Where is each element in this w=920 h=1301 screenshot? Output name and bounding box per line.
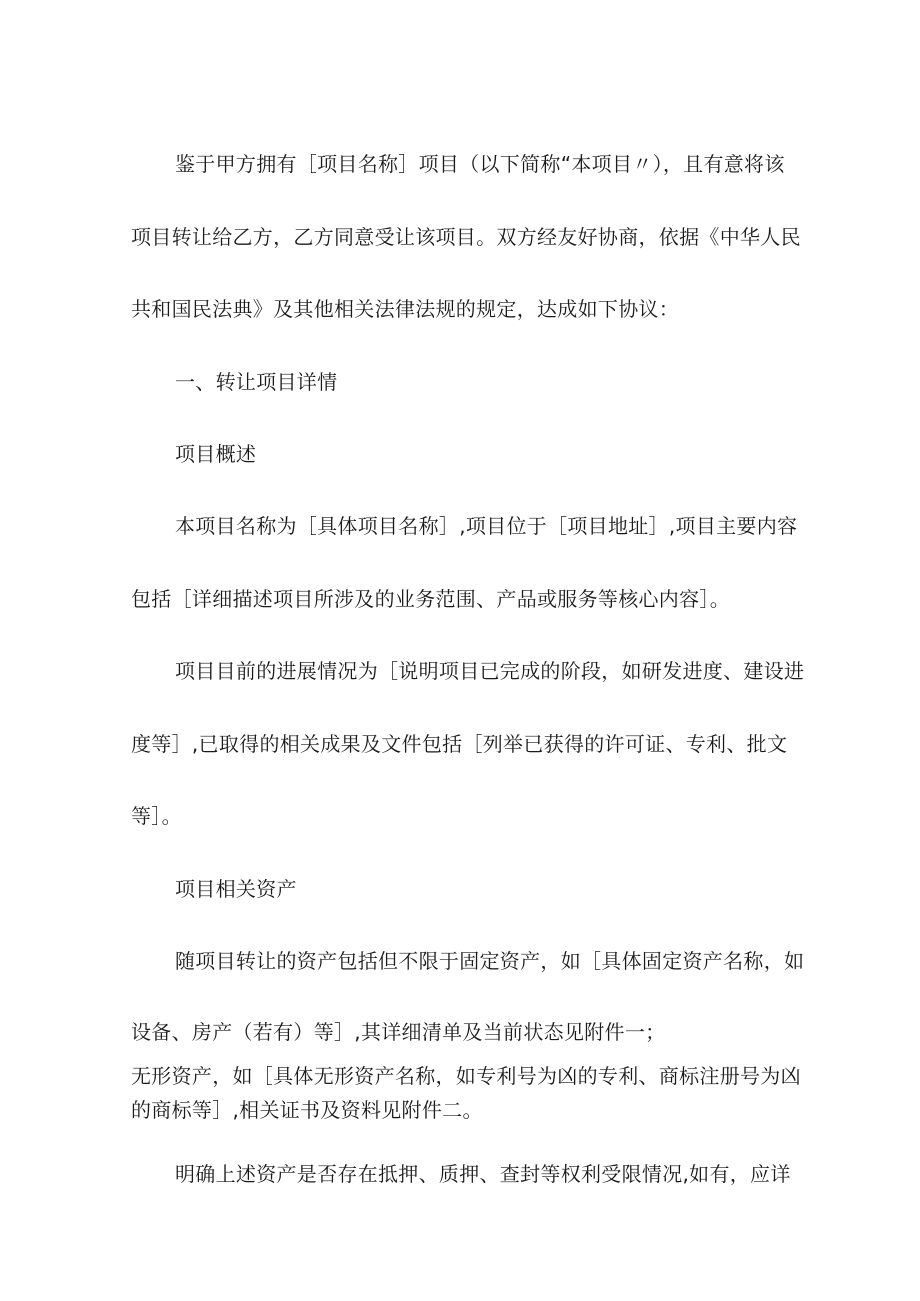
subheading-project-assets: 项目相关资产 xyxy=(175,877,297,901)
section-heading-1: 一、转让项目详情 xyxy=(175,370,338,394)
paragraph-intro-line-2: 项目转让给乙方，乙方同意受让该项目。双方经友好协商，依据《中华人民 xyxy=(131,225,801,249)
paragraph-encumbrance-line-1: 明确上述资产是否存在抵押、质押、查封等权利受限情况,如有，应详 xyxy=(175,1162,791,1186)
paragraph-intro-line-1: 鉴于甲方拥有［项目名称］项目（以下简称“本项目〃），且有意将该 xyxy=(175,152,785,176)
paragraph-overview-line-1: 本项目名称为［具体项目名称］,项目位于［项目地址］,项目主要内容 xyxy=(175,514,798,538)
paragraph-assets-line-2: 设备、房产（若有）等］,其详细清单及当前状态见附件一； xyxy=(131,1020,666,1044)
paragraph-overview-line-2: 包括［详细描述项目所涉及的业务范围、产品或服务等核心内容］。 xyxy=(131,587,730,611)
paragraph-progress-line-2: 度等］,已取得的相关成果及文件包括［列举已获得的许可证、专利、批文 xyxy=(131,732,788,756)
paragraph-progress-line-1: 项目目前的进展情况为［说明项目已完成的阶段，如研发进度、建设进 xyxy=(175,659,805,683)
subheading-project-overview: 项目概述 xyxy=(175,442,257,466)
paragraph-intangible-line-2: 的商标等］,相关证书及资料见附件二。 xyxy=(131,1098,483,1122)
paragraph-progress-line-3: 等］。 xyxy=(131,804,182,828)
paragraph-assets-line-1: 随项目转让的资产包括但不限于固定资产，如［具体固定资产名称，如 xyxy=(175,949,805,973)
paragraph-intro-line-3: 共和国民法典》及其他相关法律法规的规定，达成如下协议： xyxy=(131,297,680,321)
paragraph-intangible-line-1: 无形资产，如［具体无形资产名称，如专利号为凶的专利、商标注册号为凶 xyxy=(131,1064,801,1088)
